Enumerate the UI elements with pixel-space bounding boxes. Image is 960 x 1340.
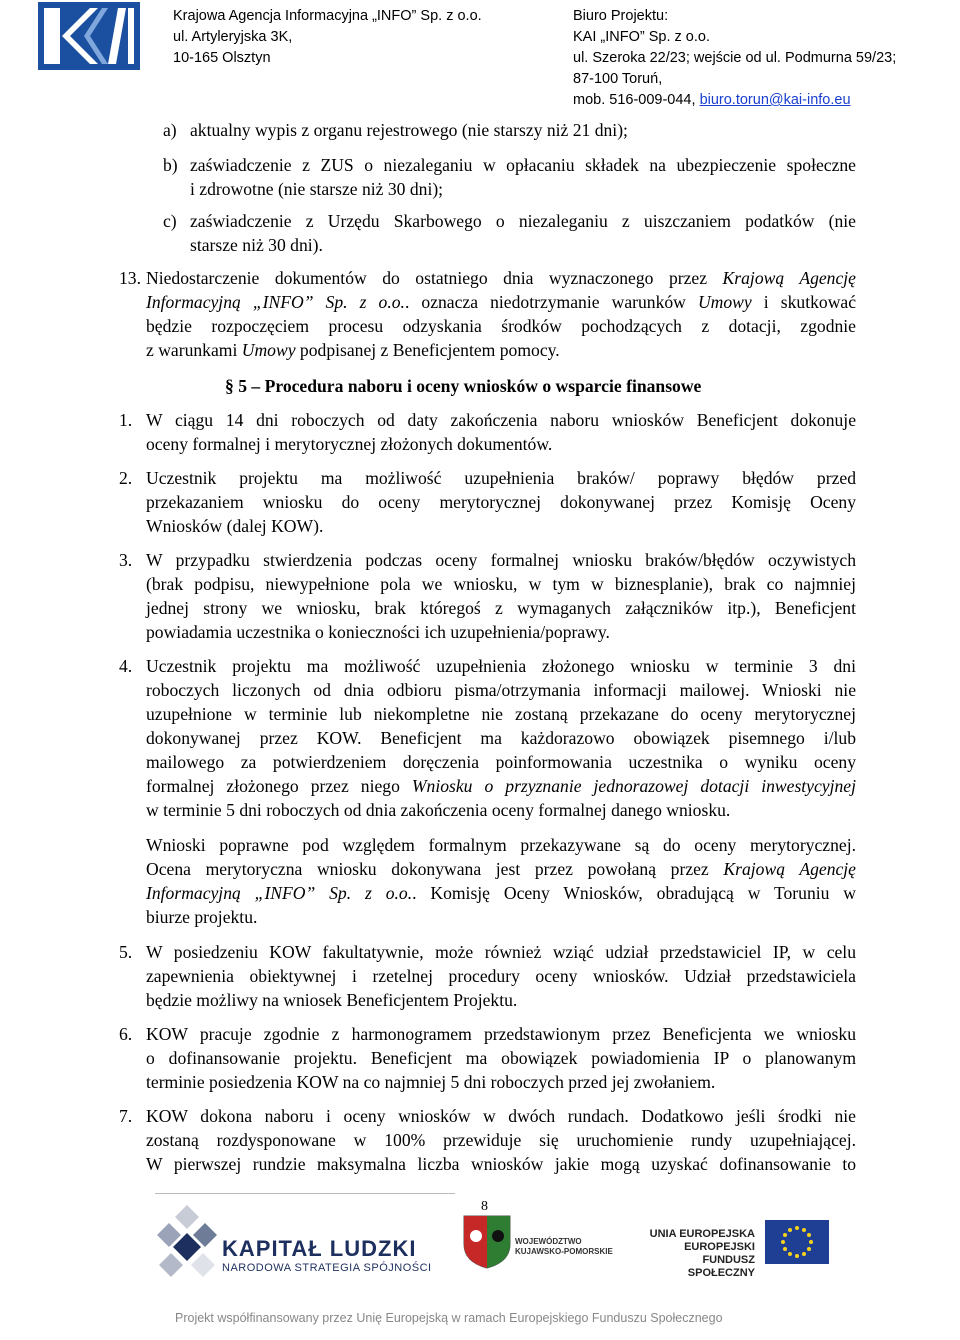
- kapital-ludzki-wordmark: [222, 1236, 432, 1274]
- list-label: c): [163, 211, 177, 231]
- list-item-text: aktualny wypis z organu rejestrowego (nie starszy niż 21 dni);: [190, 120, 628, 140]
- paragraph-line: będzie możliwy na wniosek Beneficjentem Projektu.: [146, 990, 518, 1010]
- paragraph-line: roboczych liczonych od dnia odbioru pisma/otrzymania informacji mailowej. Wnioski nie: [146, 680, 856, 700]
- list-item-text: i zdrowotne (nie starsze niż 30 dni);: [190, 179, 444, 199]
- list-item-text: zaświadczenie z Urzędu Skarbowego o niezaleganiu z uiszczaniem podatków (nie: [190, 211, 856, 231]
- paragraph-line: o dofinansowanie projektu. Beneficjent ma obowiązek powiadomienia IP o planowanym: [146, 1048, 856, 1068]
- text-span-italic: Informacyjną „INFO” Sp. z o.o.: [146, 292, 405, 312]
- coat-of-arms-icon: [462, 1214, 512, 1270]
- header-left-line: Krajowa Agencja Informacyjna „INFO” Sp. z o.o.: [173, 8, 482, 24]
- paragraph-line: (brak podpisu, niewypełnione pola we wniosku, w tym w biznesplanie), brak co najmniej: [146, 574, 856, 594]
- letterhead: [0, 0, 960, 108]
- paragraph-line: zostaną rozdysponowane w 100% przewiduje się uruchomienie rundy uzupełniającej.: [146, 1130, 856, 1150]
- paragraph-line: mailowego za potwierdzeniem doręczenia poinformowania uczestnika o wyniku oceny: [146, 752, 856, 772]
- kai-logo: [38, 2, 140, 70]
- paragraph-line: KOW pracuje zgodnie z harmonogramem przedstawionym przez Beneficjenta we wniosku: [146, 1024, 856, 1044]
- paragraph-line: W pierwszej rundzie maksymalna liczba wniosków jakie mogą uzyskać dofinansowanie to: [146, 1154, 856, 1174]
- text-span-italic: Krajową Agencję: [722, 268, 856, 288]
- text-span: . oznacza niedotrzymanie warunków: [404, 292, 698, 312]
- header-left-line: ul. Artyleryjska 3K,: [173, 29, 293, 45]
- paragraph-line: terminie posiedzenia KOW na co najmniej 5 dni roboczych przed jej zwołaniem.: [146, 1072, 716, 1092]
- header-contact-line: [573, 90, 896, 111]
- text-span-italic: Umowy: [697, 292, 752, 312]
- footer-divider: [155, 1193, 455, 1194]
- list-label: a): [163, 120, 177, 140]
- paragraph-line: W posiedzeniu KOW fakultatywnie, może również wziąć udział przedstawiciel IP, w celu: [146, 942, 856, 962]
- text-span-italic: Umowy: [241, 340, 296, 360]
- header-right-line: Biuro Projektu:: [573, 8, 669, 24]
- text-span: . Komisję Oceny Wniosków, obradującą w Toruniu w: [412, 883, 856, 903]
- paragraph-line: [146, 774, 856, 798]
- text-span-italic: Informacyjną „INFO” Sp. z o.o.: [146, 883, 413, 903]
- paragraph-line: powiadamia uczestnika o konieczności ich uzupełnienia/poprawy.: [146, 622, 610, 642]
- ue-line-3: FUNDUSZ SPOŁECZNY: [687, 1254, 755, 1279]
- paragraph-number: 6.: [119, 1024, 133, 1044]
- paragraph-line: [146, 290, 856, 314]
- paragraph-number: 13.: [119, 268, 141, 288]
- page-number: 8: [481, 1199, 488, 1214]
- list-item-text: starsze niż 30 dni).: [190, 235, 323, 255]
- paragraph-line: Uczestnik projektu ma możliwość uzupełnienia braków/ poprawy błędów przed: [146, 468, 856, 488]
- paragraph-line: [146, 857, 856, 881]
- list-item-text: zaświadczenie z ZUS o niezaleganiu w opłacaniu składek na ubezpieczenie społeczne: [190, 155, 856, 175]
- paragraph-line: [146, 881, 856, 905]
- ue-wordmark: [645, 1228, 755, 1280]
- kl-subtitle: NARODOWA STRATEGIA SPÓJNOŚCI: [222, 1262, 432, 1274]
- woj-line-1: WOJEWÓDZTWO: [515, 1237, 582, 1246]
- header-right-line: KAI „INFO” Sp. z o.o.: [573, 29, 710, 45]
- paragraph-number: 7.: [119, 1106, 133, 1126]
- cofinancing-notice: Projekt współfinansowany przez Unię Europejską w ramach Europejskiego Funduszu Społecznego: [175, 1311, 723, 1325]
- text-span: formalnej złożonego przez niego: [146, 776, 412, 796]
- text-span: podpisanej z Beneficjentem pomocy.: [295, 340, 560, 360]
- paragraph-line: przekazaniem wniosku do oceny merytorycznej dokonywanej przez Komisję Oceny: [146, 492, 856, 512]
- paragraph-line: zapewnienia obiektywnej i rzetelnej procedury oceny wniosków. Udział przedstawiciela: [146, 966, 856, 986]
- paragraph-number: 3.: [119, 550, 133, 570]
- text-span-italic: Krajową Agencję: [723, 859, 856, 879]
- text-span: z warunkami: [146, 340, 242, 360]
- paragraph-line: Uczestnik projektu ma możliwość uzupełnienia złożonego wniosku w terminie 3 dni: [146, 656, 856, 676]
- ue-line-1: UNIA EUROPEJSKA: [649, 1228, 755, 1240]
- wojewodztwo-wordmark: [515, 1237, 613, 1257]
- header-phone: mob. 516-009-044,: [573, 92, 700, 108]
- text-span: Niedostarczenie dokumentów do ostatniego dnia wyznaczonego przez: [146, 268, 723, 288]
- paragraph-line: W przypadku stwierdzenia podczas oceny formalnej wniosku braków/błędów oczywistych: [146, 550, 856, 570]
- paragraph-line: KOW dokona naboru i oceny wniosków w dwóch rundach. Dodatkowo jeśli środki nie: [146, 1106, 856, 1126]
- paragraph-line: oceny formalnej i merytorycznej złożonych dokumentów.: [146, 434, 553, 454]
- section-title: § 5 – Procedura naboru i oceny wniosków o wsparcie finansowe: [225, 376, 702, 396]
- paragraph-line: uzupełnione w terminie lub niekompletne nie zostaną przekazane do oceny merytorycznej: [146, 704, 856, 724]
- paragraph-line: dokonywanej przez KOW. Beneficjent ma każdorazowo obowiązek pisemnego i/lub: [146, 728, 856, 748]
- header-project-office: [573, 6, 896, 111]
- text-span-italic: Wniosku o przyznanie jednorazowej dotacji inwestycyjnej: [411, 776, 856, 796]
- paragraph-number: 1.: [119, 410, 133, 430]
- woj-line-2: KUJAWSKO-POMORSKIE: [515, 1247, 613, 1256]
- header-left-line: 10-165 Olsztyn: [173, 50, 271, 66]
- text-span: i skutkować: [751, 292, 857, 312]
- header-right-line: 87-100 Toruń,: [573, 71, 663, 87]
- header-company-address: [173, 6, 482, 69]
- list-label: b): [163, 155, 178, 175]
- paragraph-line: w terminie 5 dni roboczych od dnia zakończenia oceny formalnej danego wniosku.: [146, 800, 731, 820]
- paragraph-number: 2.: [119, 468, 133, 488]
- header-email-link[interactable]: biuro.torun@kai-info.eu: [699, 92, 851, 108]
- header-right-line: ul. Szeroka 22/23; wejście od ul. Podmurna 59/23;: [573, 50, 897, 66]
- paragraph-line: jednej strony we wniosku, brak któregoś z wymaganych załączników itp.), Beneficjent: [146, 598, 856, 618]
- kapital-ludzki-logo: [155, 1203, 219, 1279]
- eu-flag-icon: [765, 1220, 829, 1264]
- paragraph-number: 4.: [119, 656, 133, 676]
- paragraph-line: [146, 266, 856, 290]
- paragraph-number: 5.: [119, 942, 133, 962]
- kl-title: KAPITAŁ LUDZKI: [222, 1236, 417, 1261]
- paragraph-line: Wnioski poprawne pod względem formalnym przekazywane są do oceny merytorycznej.: [146, 835, 856, 855]
- paragraph-line: biurze projektu.: [146, 907, 258, 927]
- text-span: Ocena merytoryczna wniosku dokonywana jest przez powołaną przez: [146, 859, 724, 879]
- ue-line-2: EUROPEJSKI: [684, 1241, 755, 1253]
- paragraph-line: będzie rozpoczęciem procesu odzyskania środków pochodzących z dotacji, zgodnie: [146, 316, 856, 336]
- paragraph-line: W ciągu 14 dni roboczych od daty zakończenia naboru wniosków Beneficjent dokonuje: [146, 410, 856, 430]
- paragraph-line: [146, 338, 560, 362]
- paragraph-line: Wniosków (dalej KOW).: [146, 516, 324, 536]
